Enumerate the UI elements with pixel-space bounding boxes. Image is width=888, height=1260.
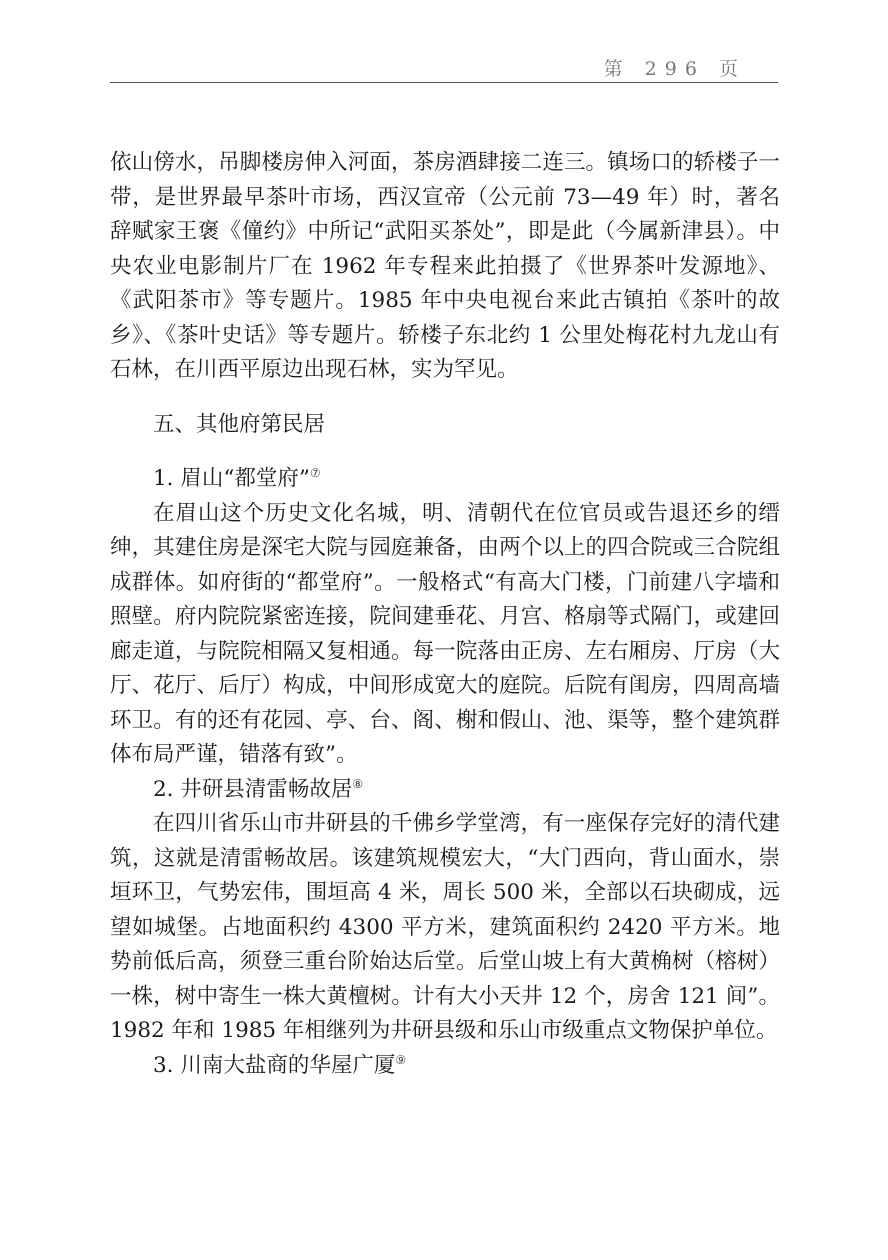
subsection-title: 2. 井研县清雷畅故居 — [153, 776, 353, 802]
paragraph-dutangfu: 在眉山这个历史文化名城，明、清朝代在位官员或告退还乡的缙绅，其建住房是深宅大院与园庭兼备，由两个以上的四合院或三合院组成群体。如府街的“都堂府”。一般格式“有高大门楼，门前建八字墙和照壁。府内院院紧密连接，院间建垂花、月宫、格扇等式隔门，或建回廊走道，与院院相隔又复相通。每一院落由正房、左右厢房、厅房（大厅、花厅、后厅）构成，中间形成宽大的庭院。后院有闺房，四周高墙环卫。有的还有花园、亭、台、阁、榭和假山、池、渠等，整个建筑群体布局严谨，错落有致”。 — [110, 500, 780, 767]
subsection-title: 3. 川南大盐商的华屋广厦 — [153, 1052, 396, 1078]
page-header — [110, 52, 778, 83]
subsection-heading-1 — [110, 462, 780, 497]
section-heading: 五、其他府第民居 — [153, 411, 326, 437]
subsection-heading-2 — [110, 773, 780, 808]
subsection-heading-3 — [110, 1049, 780, 1084]
paragraph-leichang: 在四川省乐山市井研县的千佛乡学堂湾，有一座保存完好的清代建筑，这就是清雷畅故居。该建筑规模宏大，“大门西向，背山面水，崇垣环卫，气势宏伟，围垣高 4 米，周长 500 米，全部以石块砌成，远望如城堡。占地面积约 4300 平方米，建筑面积约 2420 平方米。地势前低后高，须登三重台阶始达后堂。后堂山坡上有大黄桷树（榕树）一株，树中寄生一株大黄檀树。计有大小天井 12 个，房舍 121 间”。1982 年和 1985 年相继列为井研县级和乐山市级重点文物保护单位。 — [110, 811, 780, 1043]
document-body — [110, 146, 780, 1083]
paragraph-continuation: 依山傍水，吊脚楼房伸入河面，茶房酒肆接二连三。镇场口的轿楼子一带，是世界最早茶叶市场，西汉宣帝（公元前 73—49 年）时，著名辞赋家王褒《僮约》中所记“武阳买茶处”，即是此（今属新津县）。中央农业电影制片厂在 1962 年专程来此拍摄了《世界茶叶发源地》、《武阳茶市》等专题片。1985 年中央电视台来此古镇拍《茶叶的故乡》、《茶叶史话》等专题片。轿楼子东北约 1 公里处梅花村九龙山有石林，在川西平原边出现石林，实为罕见。 — [110, 150, 780, 382]
footnote-marker: ⑨ — [395, 1052, 407, 1067]
footnote-marker: ⑧ — [352, 776, 364, 791]
footnote-marker: ⑦ — [309, 465, 321, 480]
subsection-title: 1. 眉山“都堂府” — [153, 466, 310, 491]
page-number: 第 296 页 — [603, 58, 746, 80]
